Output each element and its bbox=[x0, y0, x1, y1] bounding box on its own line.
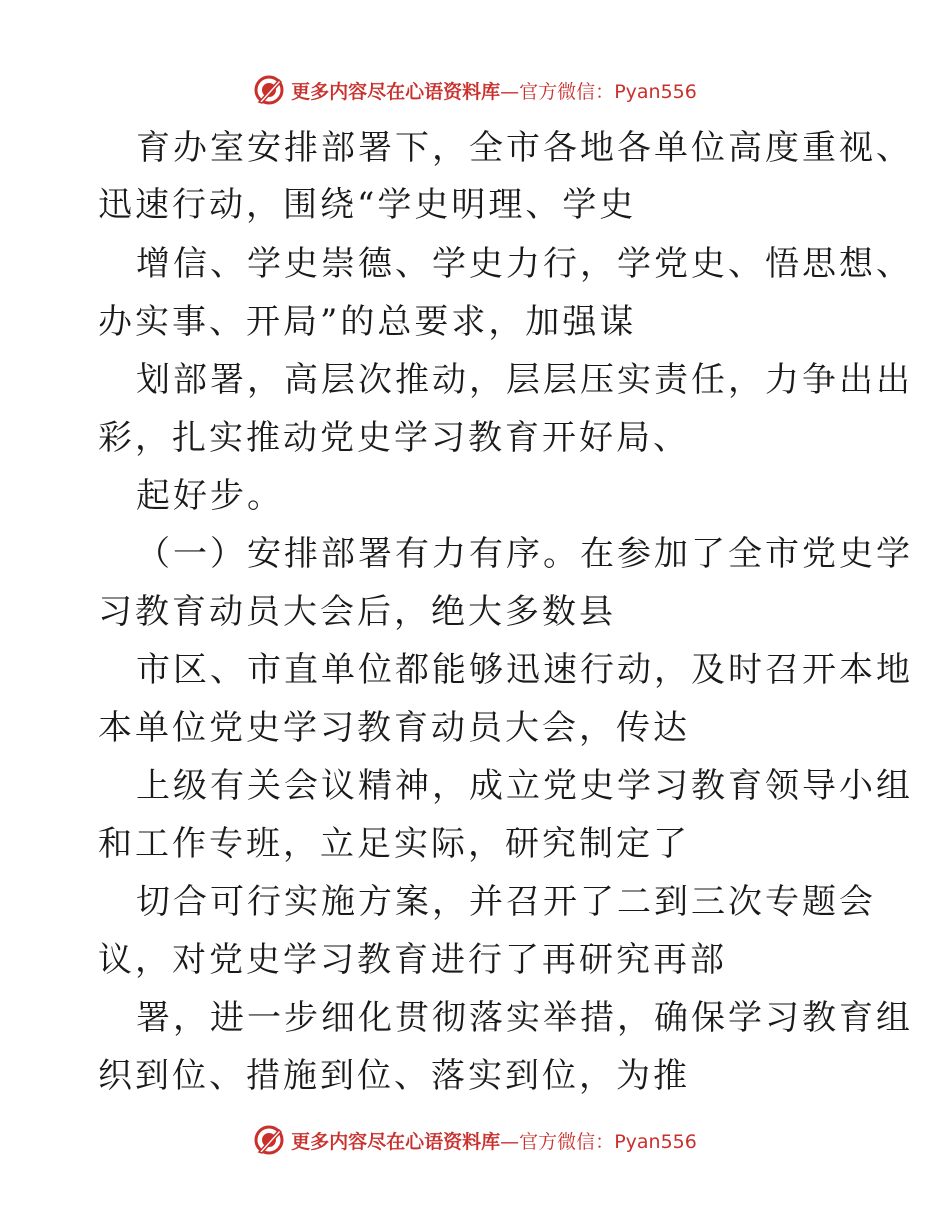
text-line: 办实事、开局”的总要求，加强谋 bbox=[98, 302, 637, 342]
watermark-main: 更多内容尽在心语资料库 bbox=[291, 1130, 501, 1153]
watermark-id: Pyan556 bbox=[614, 1130, 697, 1153]
text-line: 市区、市直单位都能够迅速行动，及时召开本地 bbox=[136, 650, 913, 690]
text-line: 切合可行实施方案，并召开了二到三次专题会 bbox=[136, 882, 876, 922]
text-line: 和工作专班，立足实际，研究制定了 bbox=[98, 824, 690, 864]
watermark-sub: 官方微信： bbox=[519, 80, 615, 103]
footer-watermark bbox=[0, 1120, 950, 1160]
text-line: 划部署，高层次推动，层层压实责任，力争出出 bbox=[136, 360, 913, 400]
watermark-main: 更多内容尽在心语资料库 bbox=[291, 80, 501, 103]
quill-seal-icon bbox=[253, 1124, 285, 1156]
quill-seal-icon bbox=[253, 74, 285, 106]
watermark-separator: — bbox=[500, 1130, 520, 1153]
text-line: 增信、学史崇德、学史力行，学党史、悟思想、 bbox=[136, 244, 913, 284]
text-line: 彩，扎实推动党史学习教育开好局、 bbox=[98, 418, 690, 458]
text-line: 织到位、措施到位、落实到位，为推 bbox=[98, 1056, 690, 1096]
text-line: （一）安排部署有力有序。在参加了全市党史学 bbox=[136, 534, 913, 574]
text-line: 起好步。 bbox=[136, 476, 284, 516]
text-line: 本单位党史学习教育动员大会，传达 bbox=[98, 708, 690, 748]
text-line: 议，对党史学习教育进行了再研究再部 bbox=[98, 940, 727, 980]
text-line: 习教育动员大会后，绝大多数县 bbox=[98, 592, 616, 632]
text-line: 上级有关会议精神，成立党史学习教育领导小组 bbox=[136, 766, 913, 806]
text-line: 育办室安排部署下，全市各地各单位高度重视、 bbox=[136, 128, 913, 168]
watermark-text bbox=[291, 77, 697, 104]
header-watermark bbox=[0, 70, 950, 110]
watermark-text bbox=[291, 1127, 697, 1154]
watermark-sub: 官方微信： bbox=[519, 1130, 615, 1153]
text-line: 迅速行动，围绕“学史明理、学史 bbox=[98, 185, 637, 225]
text-line: 署，进一步细化贯彻落实举措，确保学习教育组 bbox=[136, 998, 913, 1038]
watermark-separator: — bbox=[500, 80, 520, 103]
watermark-id: Pyan556 bbox=[614, 80, 697, 103]
